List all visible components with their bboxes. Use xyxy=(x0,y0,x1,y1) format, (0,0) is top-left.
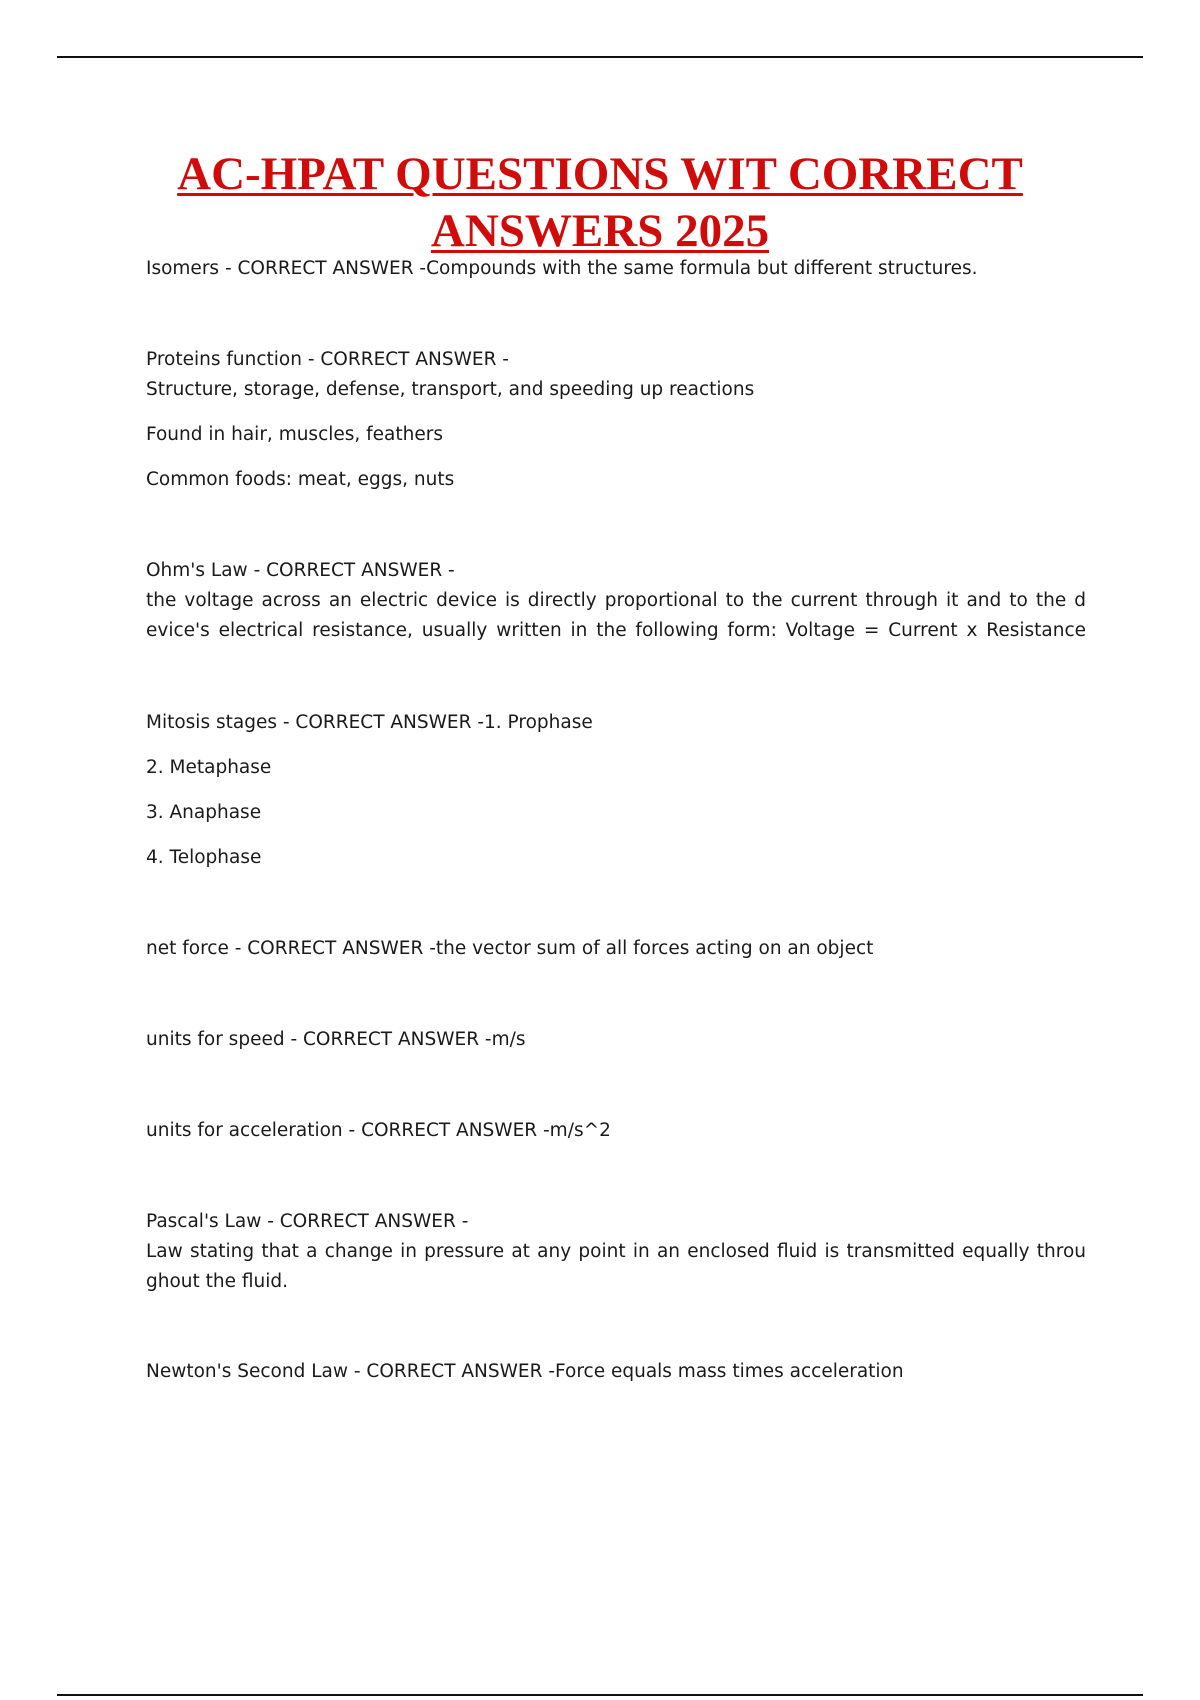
entry-ohm-answer-line-1: the voltage across an electric device is directly proportional to the current through it and to the d xyxy=(146,590,1086,611)
entry-mitosis-question: Mitosis stages - CORRECT ANSWER -1. Prophase xyxy=(146,712,593,733)
entry-newton-second-law: Newton's Second Law - CORRECT ANSWER -Force equals mass times acceleration xyxy=(146,1361,904,1382)
title-line-1: AC-HPAT QUESTIONS WIT CORRECT xyxy=(177,148,1023,200)
entry-mitosis-answer-line-2: 2. Metaphase xyxy=(146,757,272,778)
entry-isomers: Isomers - CORRECT ANSWER -Compounds with the same formula but different structures. xyxy=(146,258,978,279)
document-title xyxy=(100,146,1100,260)
entry-proteins-answer-line-1: Structure, storage, defense, transport, and speeding up reactions xyxy=(146,379,755,400)
entry-pascal-question: Pascal's Law - CORRECT ANSWER - xyxy=(146,1211,469,1232)
entry-proteins-answer-line-3: Common foods: meat, eggs, nuts xyxy=(146,469,455,490)
entry-units-acceleration: units for acceleration - CORRECT ANSWER -m/s^2 xyxy=(146,1120,611,1141)
entry-proteins-question: Proteins function - CORRECT ANSWER - xyxy=(146,349,509,370)
entry-mitosis-answer-line-4: 4. Telophase xyxy=(146,847,262,868)
title-line-2: ANSWERS 2025 xyxy=(430,205,770,257)
entry-mitosis-answer-line-3: 3. Anaphase xyxy=(146,802,262,823)
entry-pascal-answer-line-1: Law stating that a change in pressure at any point in an enclosed fluid is transmitted equally throu xyxy=(146,1241,1086,1262)
entry-ohm-question: Ohm's Law - CORRECT ANSWER - xyxy=(146,560,455,581)
entry-units-speed: units for speed - CORRECT ANSWER -m/s xyxy=(146,1029,526,1050)
entry-ohm-answer-line-2: evice's electrical resistance, usually written in the following form: Voltage = Current x Resistance xyxy=(146,620,1086,641)
footer-rule xyxy=(57,1694,1143,1696)
entry-proteins-answer-line-2: Found in hair, muscles, feathers xyxy=(146,424,444,445)
entry-net-force: net force - CORRECT ANSWER -the vector sum of all forces acting on an object xyxy=(146,938,874,959)
entry-pascal-answer-line-2: ghout the fluid. xyxy=(146,1271,289,1292)
header-rule xyxy=(57,56,1143,58)
